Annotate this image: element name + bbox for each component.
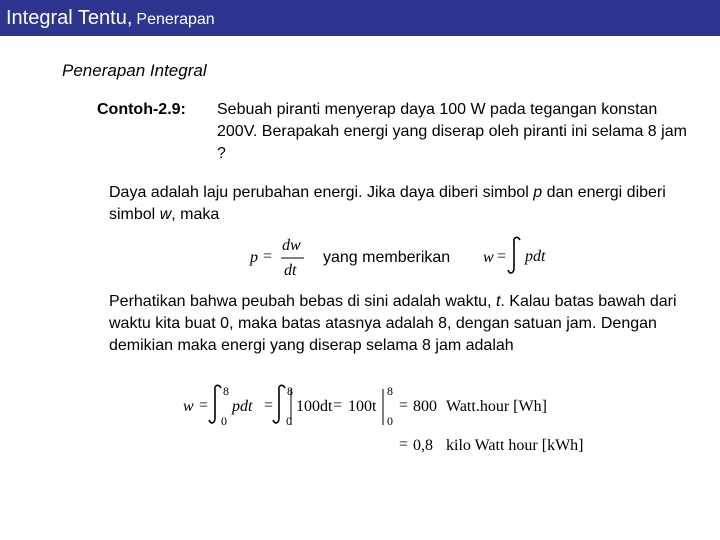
eq2-equals: = bbox=[497, 248, 507, 265]
integral-sign-eq2 bbox=[508, 237, 520, 273]
eq1-equals: = bbox=[263, 248, 273, 265]
section-title: Penerapan Integral bbox=[62, 61, 207, 80]
eq3-upper-1: 8 bbox=[223, 384, 229, 398]
eq3-equals-2: = bbox=[264, 397, 274, 414]
slide-header bbox=[0, 0, 720, 36]
para1-text-a: Daya adalah laju perubahan energi. Jika daya diberi simbol bbox=[109, 184, 534, 201]
para2-text-a: Perhatikan bahwa peubah bebas di sini adalah waktu, bbox=[109, 293, 496, 310]
eq1-lhs: p bbox=[250, 249, 258, 266]
slide-subtitle: Penerapan bbox=[136, 11, 215, 28]
example-question: Sebuah piranti menyerap daya 100 W pada tegangan konstan 200V. Berapakah energi yang diserap oleh piranti ini selama 8 jam ? bbox=[217, 101, 687, 162]
connector-text: yang memberikan bbox=[323, 249, 451, 266]
eq3-lower-2: 0 bbox=[286, 414, 292, 428]
eq3-upper-2: 8 bbox=[287, 384, 293, 398]
example-label: Contoh-2.9: bbox=[97, 101, 186, 118]
eq3-equals-4: = bbox=[399, 397, 409, 414]
eq3-upper-3: 8 bbox=[387, 384, 393, 398]
eq4-equals: = bbox=[399, 436, 409, 453]
eq1-denominator: dt bbox=[284, 262, 297, 279]
eq3-equals: = bbox=[199, 397, 209, 414]
eq4-unit: kilo Watt hour [kWh] bbox=[446, 437, 584, 454]
para2-text-b: . Kalau batas bawah dari waktu kita buat 0, maka batas atasnya adalah 8, dengan satuan jam. Dengan demikian maka energi yang diserap selama 8 jam adalah bbox=[109, 293, 677, 354]
eq3-lhs: w bbox=[183, 398, 194, 415]
para1-symbol-w: w bbox=[159, 206, 172, 223]
eq3-unit: Watt.hour [Wh] bbox=[446, 398, 547, 415]
eq3-term-pdt: pdt bbox=[232, 398, 253, 415]
paragraph-time-bounds bbox=[109, 291, 694, 357]
eq3-lower-1: 0 bbox=[221, 414, 227, 428]
eq2-integrand: pdt bbox=[525, 248, 546, 265]
integral-sign-eq3-1 bbox=[209, 385, 221, 423]
eq3-term-100t: 100t bbox=[348, 398, 377, 415]
slide-title: Integral Tentu, bbox=[6, 7, 133, 29]
eq3-lower-3: 0 bbox=[387, 414, 393, 428]
eq4-value: 0,8 bbox=[413, 437, 433, 454]
eq1-numerator: dw bbox=[282, 237, 301, 254]
para1-text-c: , maka bbox=[171, 206, 220, 223]
para1-text-b: dan energi diberi simbol bbox=[109, 184, 666, 223]
eq3-equals-3: = bbox=[333, 397, 343, 414]
integral-sign-eq3-2 bbox=[273, 385, 285, 423]
eq3-term-100dt: 100dt bbox=[296, 398, 333, 415]
para2-symbol-t: t bbox=[495, 293, 501, 310]
paragraph-power-energy bbox=[109, 182, 669, 226]
para1-symbol-p: p bbox=[533, 184, 543, 201]
eq2-lhs: w bbox=[483, 249, 494, 266]
eq3-result: 800 bbox=[413, 398, 437, 415]
